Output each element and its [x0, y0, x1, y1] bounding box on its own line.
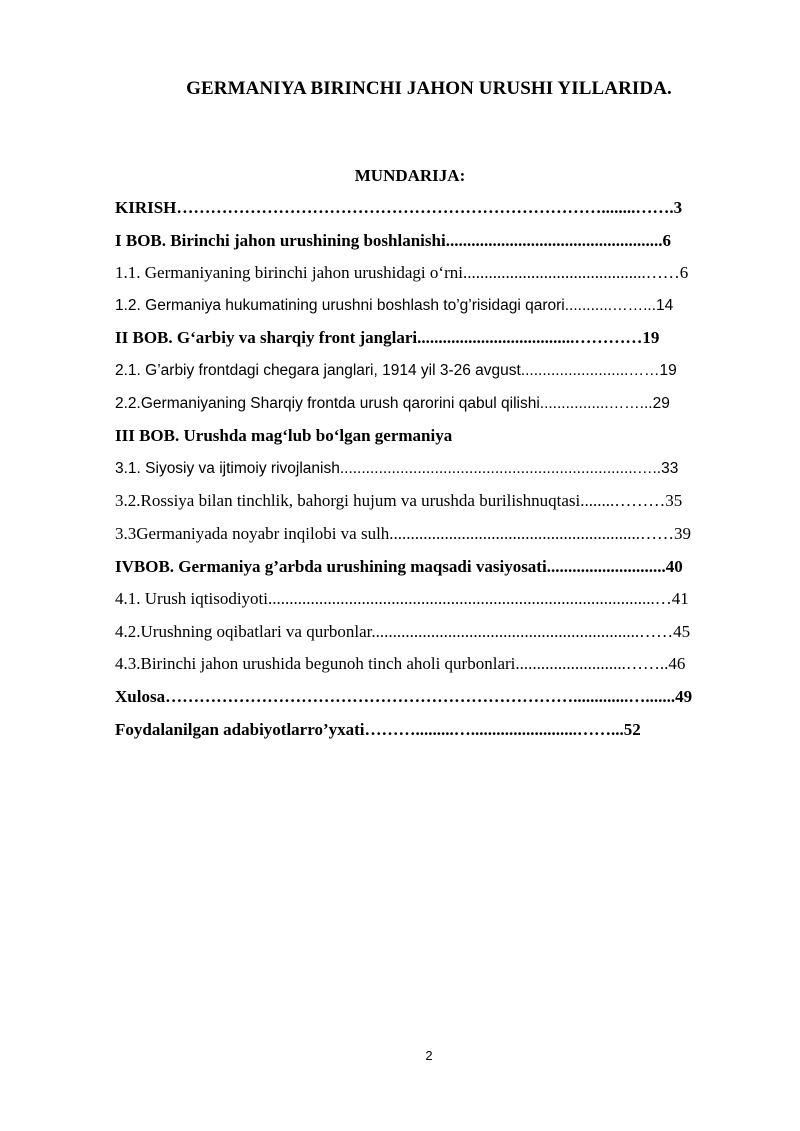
toc-entry-4-1: 4.1. Urush iqtisodiyoti...........................................................................................…41	[115, 589, 689, 609]
toc-entry-3-1: 3.1. Siyosiy va ijtimoiy rivojlanish.....................................................................…..33	[115, 459, 679, 477]
page-number: 2	[425, 1048, 433, 1063]
toc-entry-chapter-1: I BOB. Birinchi jahon urushining boshlanishi...................................................6	[115, 230, 671, 250]
toc-entry-1-1: 1.1. Germaniyaning birinchi jahon urushidagi o‘rni...........................................……6	[115, 263, 689, 283]
toc-entry-bibliography: Foydalanilgan adabiyotlarro’yxati……….........….........................……...52	[115, 719, 641, 739]
toc-heading: MUNDARIJA:	[354, 166, 466, 185]
table-of-contents	[115, 196, 755, 750]
toc-entry-4-3: 4.3.Birinchi jahon urushida begunoh tinch aholi qurbonlari..........................……..46	[115, 654, 686, 674]
toc-entry-chapter-4: IVBOB. Germaniya g’arbda urushining maqsadi vasiyosati............................40	[115, 556, 683, 576]
toc-entry-3-3: 3.3Germaniyada noyabr inqilobi va sulh...........................................................……39	[115, 523, 692, 543]
toc-entry-kirish: KIRISH…………………………………………………………………........…….3	[115, 198, 683, 217]
toc-entry-2-2: 2.2.Germaniyaning Sharqiy frontda urush qarorini qabul qilishi................……...29	[115, 394, 670, 412]
toc-entry-xulosa: Xulosa……………………………………………………………….............….......49	[115, 686, 693, 706]
toc-entry-4-2: 4.2.Urushning oqibatlari va qurbonlar...............................................................……45	[115, 621, 691, 641]
toc-entry-chapter-2: II BOB. G‘arbiy va sharqiy front janglari.....................................…………19	[115, 328, 660, 348]
toc-entry-3-2: 3.2.Rossiya bilan tinchlik, bahorgi hujum va urushda burilishnuqtasi........………35	[115, 491, 683, 511]
document-title: GERMANIYA BIRINCHI JAHON URUSHI YILLARIDA.	[186, 78, 672, 99]
toc-entry-2-1: 2.1. G’arbiy frontdagi chegara janglari, 1914 yil 3-26 avgust.........................……19	[115, 361, 677, 379]
toc-entry-1-2: 1.2. Germaniya hukumatining urushni boshlash to’g’risidagi qarori...........……...14	[115, 296, 674, 314]
toc-entry-chapter-3: III BOB. Urushda mag‘lub bo‘lgan germaniya	[115, 426, 453, 446]
